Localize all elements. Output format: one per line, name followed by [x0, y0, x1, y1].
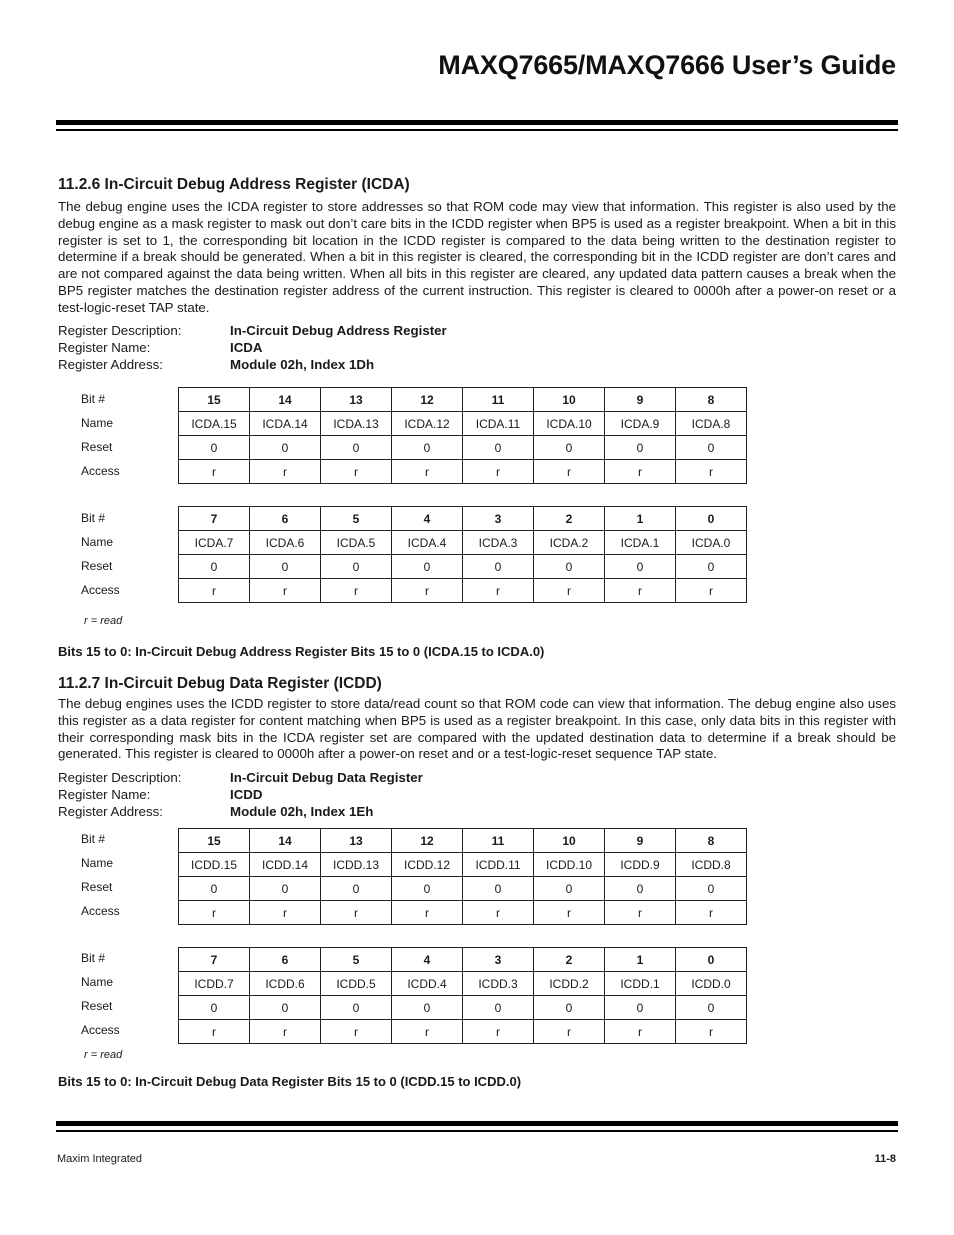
- reset-cell: 0: [534, 436, 605, 460]
- row-label-name: Name: [81, 416, 114, 430]
- access-cell: r: [676, 901, 747, 925]
- row-label-name: Name: [81, 535, 114, 549]
- access-row: [179, 579, 747, 603]
- bit-cell: 0: [676, 507, 747, 531]
- footer-company: Maxim Integrated: [57, 1153, 142, 1165]
- bit-name-cell: ICDA.3: [463, 531, 534, 555]
- row-labels-icda-high: [81, 387, 120, 483]
- bit-name-cell: ICDD.2: [534, 972, 605, 996]
- footer-rule-thin: [56, 1130, 898, 1132]
- section-heading-icda: 11.2.6 In-Circuit Debug Address Register (ICDA): [58, 176, 410, 193]
- access-cell: r: [605, 1020, 676, 1044]
- reset-cell: 0: [605, 877, 676, 901]
- bit-cell: 11: [463, 388, 534, 412]
- reset-cell: 0: [250, 996, 321, 1020]
- register-table-icda-low: [178, 506, 747, 603]
- bit-name-cell: ICDA.14: [250, 412, 321, 436]
- bit-name-cell: ICDA.8: [676, 412, 747, 436]
- reset-cell: 0: [179, 436, 250, 460]
- bit-name-cell: ICDA.6: [250, 531, 321, 555]
- bit-cell: 14: [250, 829, 321, 853]
- page-number: 11-8: [874, 1153, 896, 1165]
- access-cell: r: [605, 901, 676, 925]
- bit-cell: 9: [605, 829, 676, 853]
- register-description-value: In-Circuit Debug Data Register: [230, 770, 423, 785]
- bit-name-cell: ICDD.0: [676, 972, 747, 996]
- bit-name-cell: ICDA.15: [179, 412, 250, 436]
- reset-cell: 0: [463, 555, 534, 579]
- row-labels-icdd-low: [81, 946, 120, 1042]
- bit-name-cell: ICDA.13: [321, 412, 392, 436]
- bit-name-cell: ICDD.9: [605, 853, 676, 877]
- bit-cell: 7: [179, 507, 250, 531]
- bit-cell: 4: [392, 948, 463, 972]
- bit-name-cell: ICDA.9: [605, 412, 676, 436]
- reset-row: [179, 555, 747, 579]
- access-cell: r: [676, 460, 747, 484]
- bit-name-cell: ICDD.10: [534, 853, 605, 877]
- access-cell: r: [250, 1020, 321, 1044]
- row-labels-icdd-high: [81, 827, 120, 923]
- reset-cell: 0: [321, 436, 392, 460]
- access-cell: r: [392, 579, 463, 603]
- register-name-value: ICDD: [230, 787, 263, 802]
- reset-cell: 0: [392, 877, 463, 901]
- bit-name-cell: ICDA.7: [179, 531, 250, 555]
- access-cell: r: [321, 460, 392, 484]
- register-table-icdd-high: [178, 828, 747, 925]
- row-label-bit: Bit #: [81, 511, 106, 525]
- row-label-access: Access: [81, 583, 120, 597]
- reset-cell: 0: [605, 555, 676, 579]
- access-legend-icda: r = read: [84, 615, 123, 627]
- reset-cell: 0: [676, 996, 747, 1020]
- reset-cell: 0: [179, 555, 250, 579]
- bit-name-row: [179, 531, 747, 555]
- reset-cell: 0: [463, 877, 534, 901]
- register-description-value: In-Circuit Debug Address Register: [230, 323, 447, 338]
- bit-name-cell: ICDA.4: [392, 531, 463, 555]
- bit-name-cell: ICDD.4: [392, 972, 463, 996]
- register-name-label: Register Name:: [58, 787, 151, 802]
- bit-name-cell: ICDA.12: [392, 412, 463, 436]
- register-address-label: Register Address:: [58, 357, 163, 372]
- access-cell: r: [463, 460, 534, 484]
- bit-cell: 5: [321, 948, 392, 972]
- access-cell: r: [179, 901, 250, 925]
- bit-name-cell: ICDA.11: [463, 412, 534, 436]
- reset-cell: 0: [676, 555, 747, 579]
- register-table-icda-high: [178, 387, 747, 484]
- bit-name-cell: ICDA.10: [534, 412, 605, 436]
- row-label-name: Name: [81, 975, 114, 989]
- reset-row: [179, 877, 747, 901]
- access-cell: r: [676, 579, 747, 603]
- register-name-label: Register Name:: [58, 340, 151, 355]
- reset-cell: 0: [392, 436, 463, 460]
- register-description-label: Register Description:: [58, 770, 182, 785]
- bit-cell: 9: [605, 388, 676, 412]
- section-heading-icdd: 11.2.7 In-Circuit Debug Data Register (ICDD): [58, 675, 382, 692]
- register-info-icdd: [58, 769, 423, 820]
- bit-cell: 15: [179, 829, 250, 853]
- bit-cell: 5: [321, 507, 392, 531]
- access-cell: r: [321, 901, 392, 925]
- access-cell: r: [392, 460, 463, 484]
- bit-cell: 11: [463, 829, 534, 853]
- bit-name-cell: ICDA.2: [534, 531, 605, 555]
- row-label-reset: Reset: [81, 880, 113, 894]
- bit-cell: 2: [534, 507, 605, 531]
- access-cell: r: [605, 579, 676, 603]
- register-description-label: Register Description:: [58, 323, 182, 338]
- access-cell: r: [179, 460, 250, 484]
- reset-cell: 0: [321, 996, 392, 1020]
- bit-name-row: [179, 972, 747, 996]
- header-rule-thick: [56, 120, 898, 125]
- bit-cell: 7: [179, 948, 250, 972]
- bit-name-cell: ICDA.5: [321, 531, 392, 555]
- reset-cell: 0: [321, 877, 392, 901]
- reset-cell: 0: [179, 996, 250, 1020]
- bit-cell: 12: [392, 829, 463, 853]
- access-cell: r: [463, 901, 534, 925]
- access-cell: r: [321, 579, 392, 603]
- bit-name-row: [179, 412, 747, 436]
- reset-cell: 0: [534, 996, 605, 1020]
- bit-name-cell: ICDD.14: [250, 853, 321, 877]
- reset-cell: 0: [179, 877, 250, 901]
- reset-cell: 0: [534, 877, 605, 901]
- access-cell: r: [250, 460, 321, 484]
- bit-cell: 8: [676, 829, 747, 853]
- reset-row: [179, 996, 747, 1020]
- bit-cell: 2: [534, 948, 605, 972]
- register-name-value: ICDA: [230, 340, 263, 355]
- bit-cell: 12: [392, 388, 463, 412]
- access-cell: r: [392, 901, 463, 925]
- register-address-value: Module 02h, Index 1Eh: [230, 804, 374, 819]
- bit-name-cell: ICDA.0: [676, 531, 747, 555]
- row-label-reset: Reset: [81, 999, 113, 1013]
- access-row: [179, 1020, 747, 1044]
- reset-cell: 0: [605, 996, 676, 1020]
- bit-cell: 15: [179, 388, 250, 412]
- row-label-access: Access: [81, 464, 120, 478]
- access-row: [179, 460, 747, 484]
- bit-cell: 0: [676, 948, 747, 972]
- bit-cell: 6: [250, 507, 321, 531]
- bit-cell: 1: [605, 507, 676, 531]
- reset-cell: 0: [250, 555, 321, 579]
- bit-cell: 4: [392, 507, 463, 531]
- bit-name-cell: ICDD.6: [250, 972, 321, 996]
- bit-name-cell: ICDD.15: [179, 853, 250, 877]
- bit-name-cell: ICDD.7: [179, 972, 250, 996]
- access-cell: r: [179, 579, 250, 603]
- section-paragraph-icdd: The debug engines uses the ICDD register to store data/read count so that ROM code can view that information. The debug engine also uses this register as a data register for content matching when BP5 is used as a register breakpoint. In this case, only data bits in this register with their corresponding mask bits in the ICDA register set are compared with the updated destination data to determine if a break should be generated. This register is cleared to 0000h after a power-on reset and or a test-logic-reset sequence TAP state.: [58, 696, 896, 762]
- reset-cell: 0: [463, 436, 534, 460]
- bit-name-cell: ICDD.5: [321, 972, 392, 996]
- bit-name-cell: ICDD.11: [463, 853, 534, 877]
- row-label-access: Access: [81, 904, 120, 918]
- access-cell: r: [179, 1020, 250, 1044]
- access-cell: r: [250, 901, 321, 925]
- bit-number-row: [179, 948, 747, 972]
- access-legend-icdd: r = read: [84, 1049, 123, 1061]
- access-cell: r: [534, 1020, 605, 1044]
- register-address-label: Register Address:: [58, 804, 163, 819]
- reset-cell: 0: [534, 555, 605, 579]
- reset-cell: 0: [250, 436, 321, 460]
- access-cell: r: [321, 1020, 392, 1044]
- row-label-bit: Bit #: [81, 951, 106, 965]
- bit-cell: 8: [676, 388, 747, 412]
- access-cell: r: [534, 579, 605, 603]
- reset-cell: 0: [321, 555, 392, 579]
- bits-description-icda: Bits 15 to 0: In-Circuit Debug Address Register Bits 15 to 0 (ICDA.15 to ICDA.0): [58, 644, 545, 659]
- access-cell: r: [605, 460, 676, 484]
- access-row: [179, 901, 747, 925]
- bit-number-row: [179, 388, 747, 412]
- reset-cell: 0: [250, 877, 321, 901]
- access-cell: r: [463, 579, 534, 603]
- bit-name-row: [179, 853, 747, 877]
- reset-cell: 0: [676, 436, 747, 460]
- bit-cell: 10: [534, 388, 605, 412]
- bit-name-cell: ICDD.1: [605, 972, 676, 996]
- row-label-bit: Bit #: [81, 832, 106, 846]
- bit-cell: 6: [250, 948, 321, 972]
- register-info-icda: [58, 322, 447, 373]
- bit-cell: 3: [463, 507, 534, 531]
- bit-name-cell: ICDD.8: [676, 853, 747, 877]
- bit-cell: 13: [321, 388, 392, 412]
- access-cell: r: [463, 1020, 534, 1044]
- row-label-reset: Reset: [81, 440, 113, 454]
- register-table-icdd-low: [178, 947, 747, 1044]
- row-label-access: Access: [81, 1023, 120, 1037]
- bit-cell: 14: [250, 388, 321, 412]
- access-cell: r: [392, 1020, 463, 1044]
- reset-cell: 0: [392, 996, 463, 1020]
- bit-number-row: [179, 829, 747, 853]
- bit-cell: 10: [534, 829, 605, 853]
- reset-cell: 0: [605, 436, 676, 460]
- bit-name-cell: ICDD.3: [463, 972, 534, 996]
- bits-description-icdd: Bits 15 to 0: In-Circuit Debug Data Register Bits 15 to 0 (ICDD.15 to ICDD.0): [58, 1074, 522, 1089]
- row-label-bit: Bit #: [81, 392, 106, 406]
- reset-cell: 0: [676, 877, 747, 901]
- access-cell: r: [534, 460, 605, 484]
- row-label-name: Name: [81, 856, 114, 870]
- access-cell: r: [250, 579, 321, 603]
- bit-cell: 13: [321, 829, 392, 853]
- bit-name-cell: ICDD.13: [321, 853, 392, 877]
- row-label-reset: Reset: [81, 559, 113, 573]
- register-address-value: Module 02h, Index 1Dh: [230, 357, 375, 372]
- footer-rule-thick: [56, 1121, 898, 1126]
- bit-cell: 1: [605, 948, 676, 972]
- row-labels-icda-low: [81, 506, 120, 602]
- bit-name-cell: ICDA.1: [605, 531, 676, 555]
- document-title: MAXQ7665/MAXQ7666 User’s Guide: [438, 50, 896, 80]
- reset-cell: 0: [392, 555, 463, 579]
- header-rule-thin: [56, 129, 898, 131]
- access-cell: r: [534, 901, 605, 925]
- reset-cell: 0: [463, 996, 534, 1020]
- access-cell: r: [676, 1020, 747, 1044]
- bit-cell: 3: [463, 948, 534, 972]
- bit-name-cell: ICDD.12: [392, 853, 463, 877]
- reset-row: [179, 436, 747, 460]
- section-paragraph-icda: The debug engine uses the ICDA register to store addresses so that ROM code may view that information. This register is also used by the debug engine as a mask register to mask out don’t care bits in the ICDD register when BP5 is used as a register breakpoint. When a bit in this register is set to 1, the corresponding bit location in the ICDD register is compared to the data being written to the destination register to determine if a break should be generated. When a bit in this register is cleared, the corresponding bit in the ICDD register are don’t cares and are not compared against the data being written. When all bits in this register are cleared, any updated data pattern causes a break when the BP5 register matches the destination register address of the current instruction. This register is cleared to 0000h after a power-on reset or a test-logic-reset TAP state.: [58, 199, 896, 315]
- bit-number-row: [179, 507, 747, 531]
